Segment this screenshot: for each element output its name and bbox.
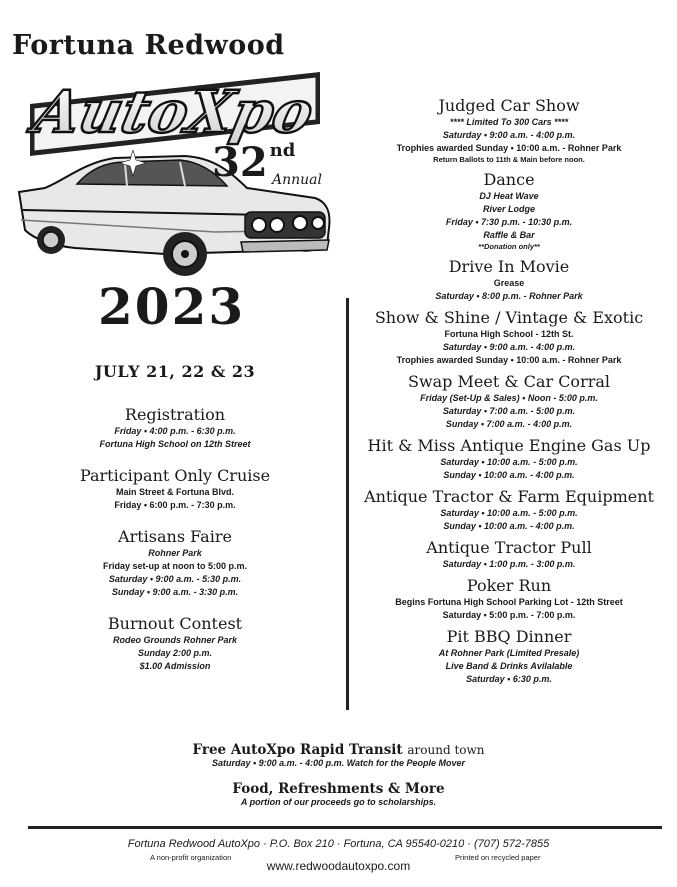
event-line: Saturday • 1:00 p.m. - 3:00 p.m. bbox=[442, 559, 576, 569]
footer-recycled: Printed on recycled paper bbox=[455, 853, 541, 862]
event-line: **Donation only** bbox=[478, 242, 540, 251]
rapid-transit-title-main: Free AutoXpo Rapid Transit bbox=[192, 742, 403, 758]
event-title: Drive In Movie bbox=[448, 257, 570, 276]
event-title: Participant Only Cruise bbox=[79, 466, 271, 485]
footer-address: Fortuna Redwood AutoXpo · P.O. Box 210 · Fortuna, CA 95540-0210 · (707) 572-7855 bbox=[127, 838, 550, 850]
event-title: Dance bbox=[483, 170, 535, 189]
event-line: Sunday • 10:00 a.m. - 4:00 p.m. bbox=[443, 470, 575, 480]
event-line: Grease bbox=[493, 278, 525, 288]
event-title: Registration bbox=[124, 405, 226, 424]
event-line: River Lodge bbox=[482, 204, 535, 214]
footer-url[interactable]: www.redwoodautoxpo.com bbox=[266, 859, 411, 873]
event-burnout-contest bbox=[20, 614, 330, 673]
event-show-and-shine bbox=[360, 308, 658, 367]
rapid-transit-section bbox=[0, 742, 677, 768]
food-title: Food, Refreshments & More bbox=[232, 781, 445, 797]
event-line: Saturday • 7:00 a.m. - 5:00 p.m. bbox=[442, 406, 576, 416]
event-line: Saturday • 9:00 a.m. - 5:30 p.m. bbox=[108, 574, 242, 584]
footer bbox=[0, 838, 677, 873]
event-antique-tractor-farm bbox=[360, 487, 658, 533]
event-title: Show & Shine / Vintage & Exotic bbox=[374, 308, 644, 327]
anniversary-value: 32 bbox=[212, 139, 268, 186]
event-title: Pit BBQ Dinner bbox=[446, 627, 572, 646]
food-line: A portion of our proceeds go to scholarships. bbox=[240, 797, 437, 807]
footer-nonprofit: A non-profit organization bbox=[150, 853, 232, 862]
event-title: Judged Car Show bbox=[438, 96, 580, 115]
event-drive-in-movie bbox=[360, 257, 658, 303]
event-line: DJ Heat Wave bbox=[479, 191, 539, 201]
event-line: **** Limited To 300 Cars **** bbox=[449, 117, 569, 127]
event-title: Artisans Faire bbox=[118, 527, 232, 546]
event-antique-tractor-pull bbox=[360, 538, 658, 571]
event-line: Saturday • 8:00 p.m. - Rohner Park bbox=[435, 291, 583, 301]
event-line: Fortuna High School on 12th Street bbox=[99, 439, 251, 449]
anniversary-suffix: nd bbox=[269, 140, 296, 161]
event-line: Rohner Park bbox=[148, 548, 202, 558]
event-poker-run bbox=[360, 576, 658, 622]
rapid-transit-title-suffix: around town bbox=[407, 743, 485, 757]
left-event-list bbox=[20, 405, 330, 688]
event-line: Saturday • 6:30 p.m. bbox=[466, 674, 552, 684]
event-line: Saturday • 10:00 a.m. - 5:00 p.m. bbox=[440, 457, 578, 467]
food-section bbox=[0, 781, 677, 807]
event-line: Friday • 4:00 p.m. - 6:30 p.m. bbox=[114, 426, 236, 436]
event-line: Trophies awarded Sunday • 10:00 a.m. - Rohner Park bbox=[396, 143, 622, 153]
event-line: Begins Fortuna High School Parking Lot - 12th Street bbox=[395, 597, 623, 607]
event-title: Hit & Miss Antique Engine Gas Up bbox=[367, 436, 651, 455]
event-line: Friday • 6:00 p.m. - 7:30 p.m. bbox=[114, 500, 236, 510]
event-title: Burnout Contest bbox=[107, 614, 243, 633]
event-line: Saturday • 9:00 a.m. - 4:00 p.m. bbox=[442, 342, 576, 352]
event-line: Return Ballots to 11th & Main before noon. bbox=[433, 155, 585, 164]
logo-text: AutoXpo bbox=[28, 77, 320, 146]
event-pit-bbq-dinner bbox=[360, 627, 658, 686]
event-line: Friday • 7:30 p.m. - 10:30 p.m. bbox=[445, 217, 573, 227]
event-line: Sunday 2:00 p.m. bbox=[137, 648, 213, 658]
event-participant-cruise bbox=[20, 466, 330, 512]
event-line: At Rohner Park (Limited Presale) bbox=[438, 648, 580, 658]
event-title: Antique Tractor & Farm Equipment bbox=[364, 487, 654, 506]
event-title: Swap Meet & Car Corral bbox=[407, 372, 611, 391]
column-divider bbox=[346, 298, 349, 710]
event-dance bbox=[360, 170, 658, 252]
event-title: Poker Run bbox=[466, 576, 552, 595]
event-line: Saturday • 10:00 a.m. - 5:00 p.m. bbox=[440, 508, 578, 518]
event-line: Sunday • 9:00 a.m. - 3:30 p.m. bbox=[111, 587, 239, 597]
event-line: Trophies awarded Sunday • 10:00 a.m. - Rohner Park bbox=[396, 355, 622, 365]
event-artisans-faire bbox=[20, 527, 330, 599]
rapid-transit-line: Saturday • 9:00 a.m. - 4:00 p.m. Watch for the People Mover bbox=[211, 758, 466, 768]
right-event-list bbox=[360, 96, 658, 691]
event-dates: JULY 21, 22 & 23 bbox=[94, 362, 256, 381]
event-line: Live Band & Drinks Avilalable bbox=[445, 661, 573, 671]
event-line: $1.00 Admission bbox=[139, 661, 211, 671]
footer-rule bbox=[28, 826, 662, 829]
event-hit-and-miss bbox=[360, 436, 658, 482]
header-title: Fortuna Redwood bbox=[12, 30, 285, 61]
event-line: Saturday • 9:00 a.m. - 4:00 p.m. bbox=[442, 130, 576, 140]
event-line: Saturday • 5:00 p.m. - 7:00 p.m. bbox=[442, 610, 576, 620]
event-year: 2023 bbox=[98, 277, 246, 336]
annual-label: Annual bbox=[272, 172, 322, 188]
event-line: Friday set-up at noon to 5:00 p.m. bbox=[102, 561, 247, 571]
event-line: Rodeo Grounds Rohner Park bbox=[112, 635, 237, 645]
event-judged-car-show bbox=[360, 96, 658, 165]
event-registration bbox=[20, 405, 330, 451]
event-line: Fortuna High School - 12th St. bbox=[444, 329, 574, 339]
event-title: Antique Tractor Pull bbox=[426, 538, 592, 557]
event-swap-meet bbox=[360, 372, 658, 431]
event-line: Sunday • 10:00 a.m. - 4:00 p.m. bbox=[443, 521, 575, 531]
event-line: Friday (Set-Up & Sales) • Noon - 5:00 p.m. bbox=[420, 393, 598, 403]
rapid-transit-title bbox=[0, 742, 677, 758]
event-line: Sunday • 7:00 a.m. - 4:00 p.m. bbox=[445, 419, 573, 429]
event-line: Main Street & Fortuna Blvd. bbox=[115, 487, 234, 497]
event-line: Raffle & Bar bbox=[483, 230, 535, 240]
